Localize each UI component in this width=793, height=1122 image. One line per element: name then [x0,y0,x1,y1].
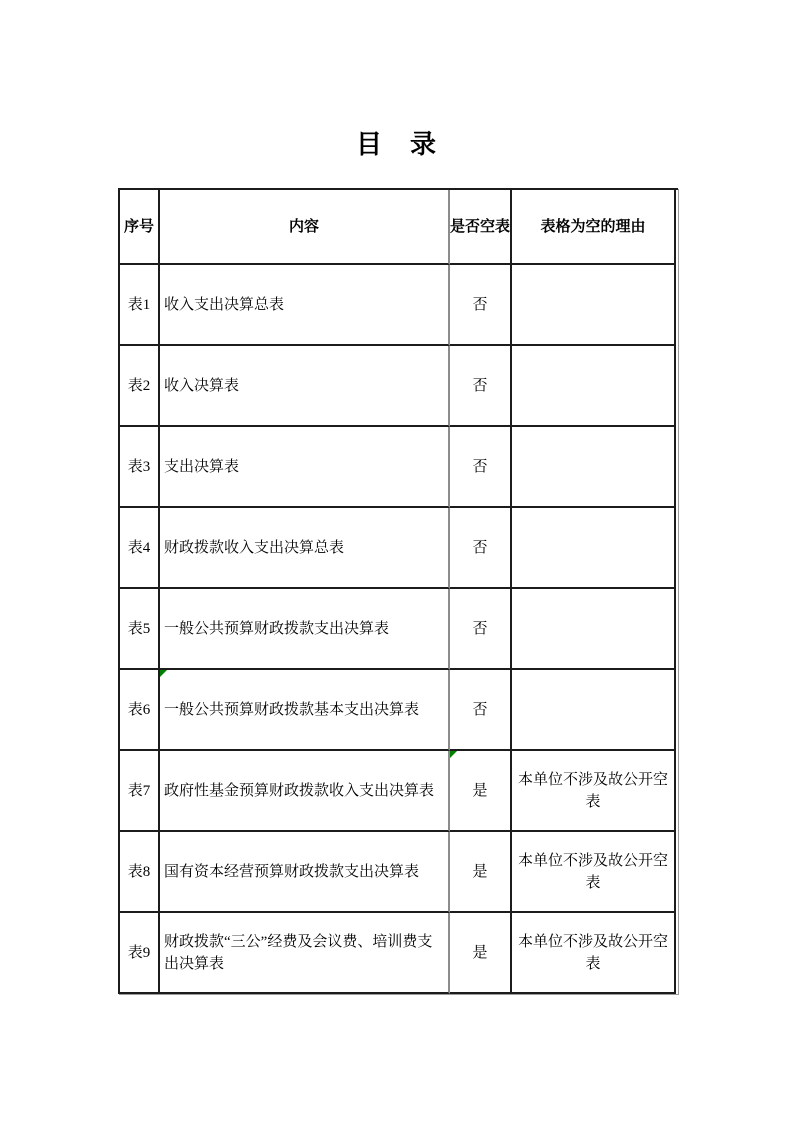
table-row [120,265,676,346]
content-cell: 政府性基金预算财政拨款收入支出决算表 [160,751,450,832]
empty-flag-cell: 否 [450,589,512,670]
empty-flag-cell: 是 [450,913,512,994]
seq-cell: 表4 [120,508,160,589]
table-row [120,913,676,994]
seq-cell: 表8 [120,832,160,913]
seq-cell: 表6 [120,670,160,751]
seq-cell: 表5 [120,589,160,670]
seq-cell: 表9 [120,913,160,994]
reason-cell [512,508,676,589]
toc-table [118,188,678,994]
header-is-empty: 是否空表 [450,190,512,265]
empty-flag-cell: 否 [450,265,512,346]
header-seq: 序号 [120,190,160,265]
reason-cell: 本单位不涉及故公开空表 [512,751,676,832]
empty-flag-cell: 是 [450,751,512,832]
empty-flag-cell: 否 [450,427,512,508]
seq-cell: 表1 [120,265,160,346]
table-row [120,832,676,913]
table-row [120,508,676,589]
content-cell: 收入支出决算总表 [160,265,450,346]
reason-cell [512,589,676,670]
reason-cell [512,265,676,346]
table-header-row [120,190,676,265]
content-cell: 支出决算表 [160,427,450,508]
content-cell: 国有资本经营预算财政拨款支出决算表 [160,832,450,913]
reason-cell: 本单位不涉及故公开空表 [512,913,676,994]
empty-flag-cell: 是 [450,832,512,913]
table-row [120,670,676,751]
seq-cell: 表2 [120,346,160,427]
header-reason: 表格为空的理由 [512,190,676,265]
content-cell: 收入决算表 [160,346,450,427]
empty-flag-cell: 否 [450,508,512,589]
content-cell: 一般公共预算财政拨款基本支出决算表 [160,670,450,751]
seq-cell: 表3 [120,427,160,508]
table-row [120,346,676,427]
page-title: 目 录 [355,130,437,159]
content-cell: 财政拨款“三公”经费及会议费、培训费支出决算表 [160,913,450,994]
reason-cell: 本单位不涉及故公开空表 [512,832,676,913]
header-content: 内容 [160,190,450,265]
table-row [120,589,676,670]
table-row [120,427,676,508]
reason-cell [512,427,676,508]
cell-flag-triangle-icon [450,751,457,758]
table-row [120,751,676,832]
content-cell: 一般公共预算财政拨款支出决算表 [160,589,450,670]
empty-flag-cell: 否 [450,346,512,427]
content-cell: 财政拨款收入支出决算总表 [160,508,450,589]
empty-flag-cell: 否 [450,670,512,751]
reason-cell [512,670,676,751]
seq-cell: 表7 [120,751,160,832]
reason-cell [512,346,676,427]
cell-flag-triangle-icon [160,670,167,677]
